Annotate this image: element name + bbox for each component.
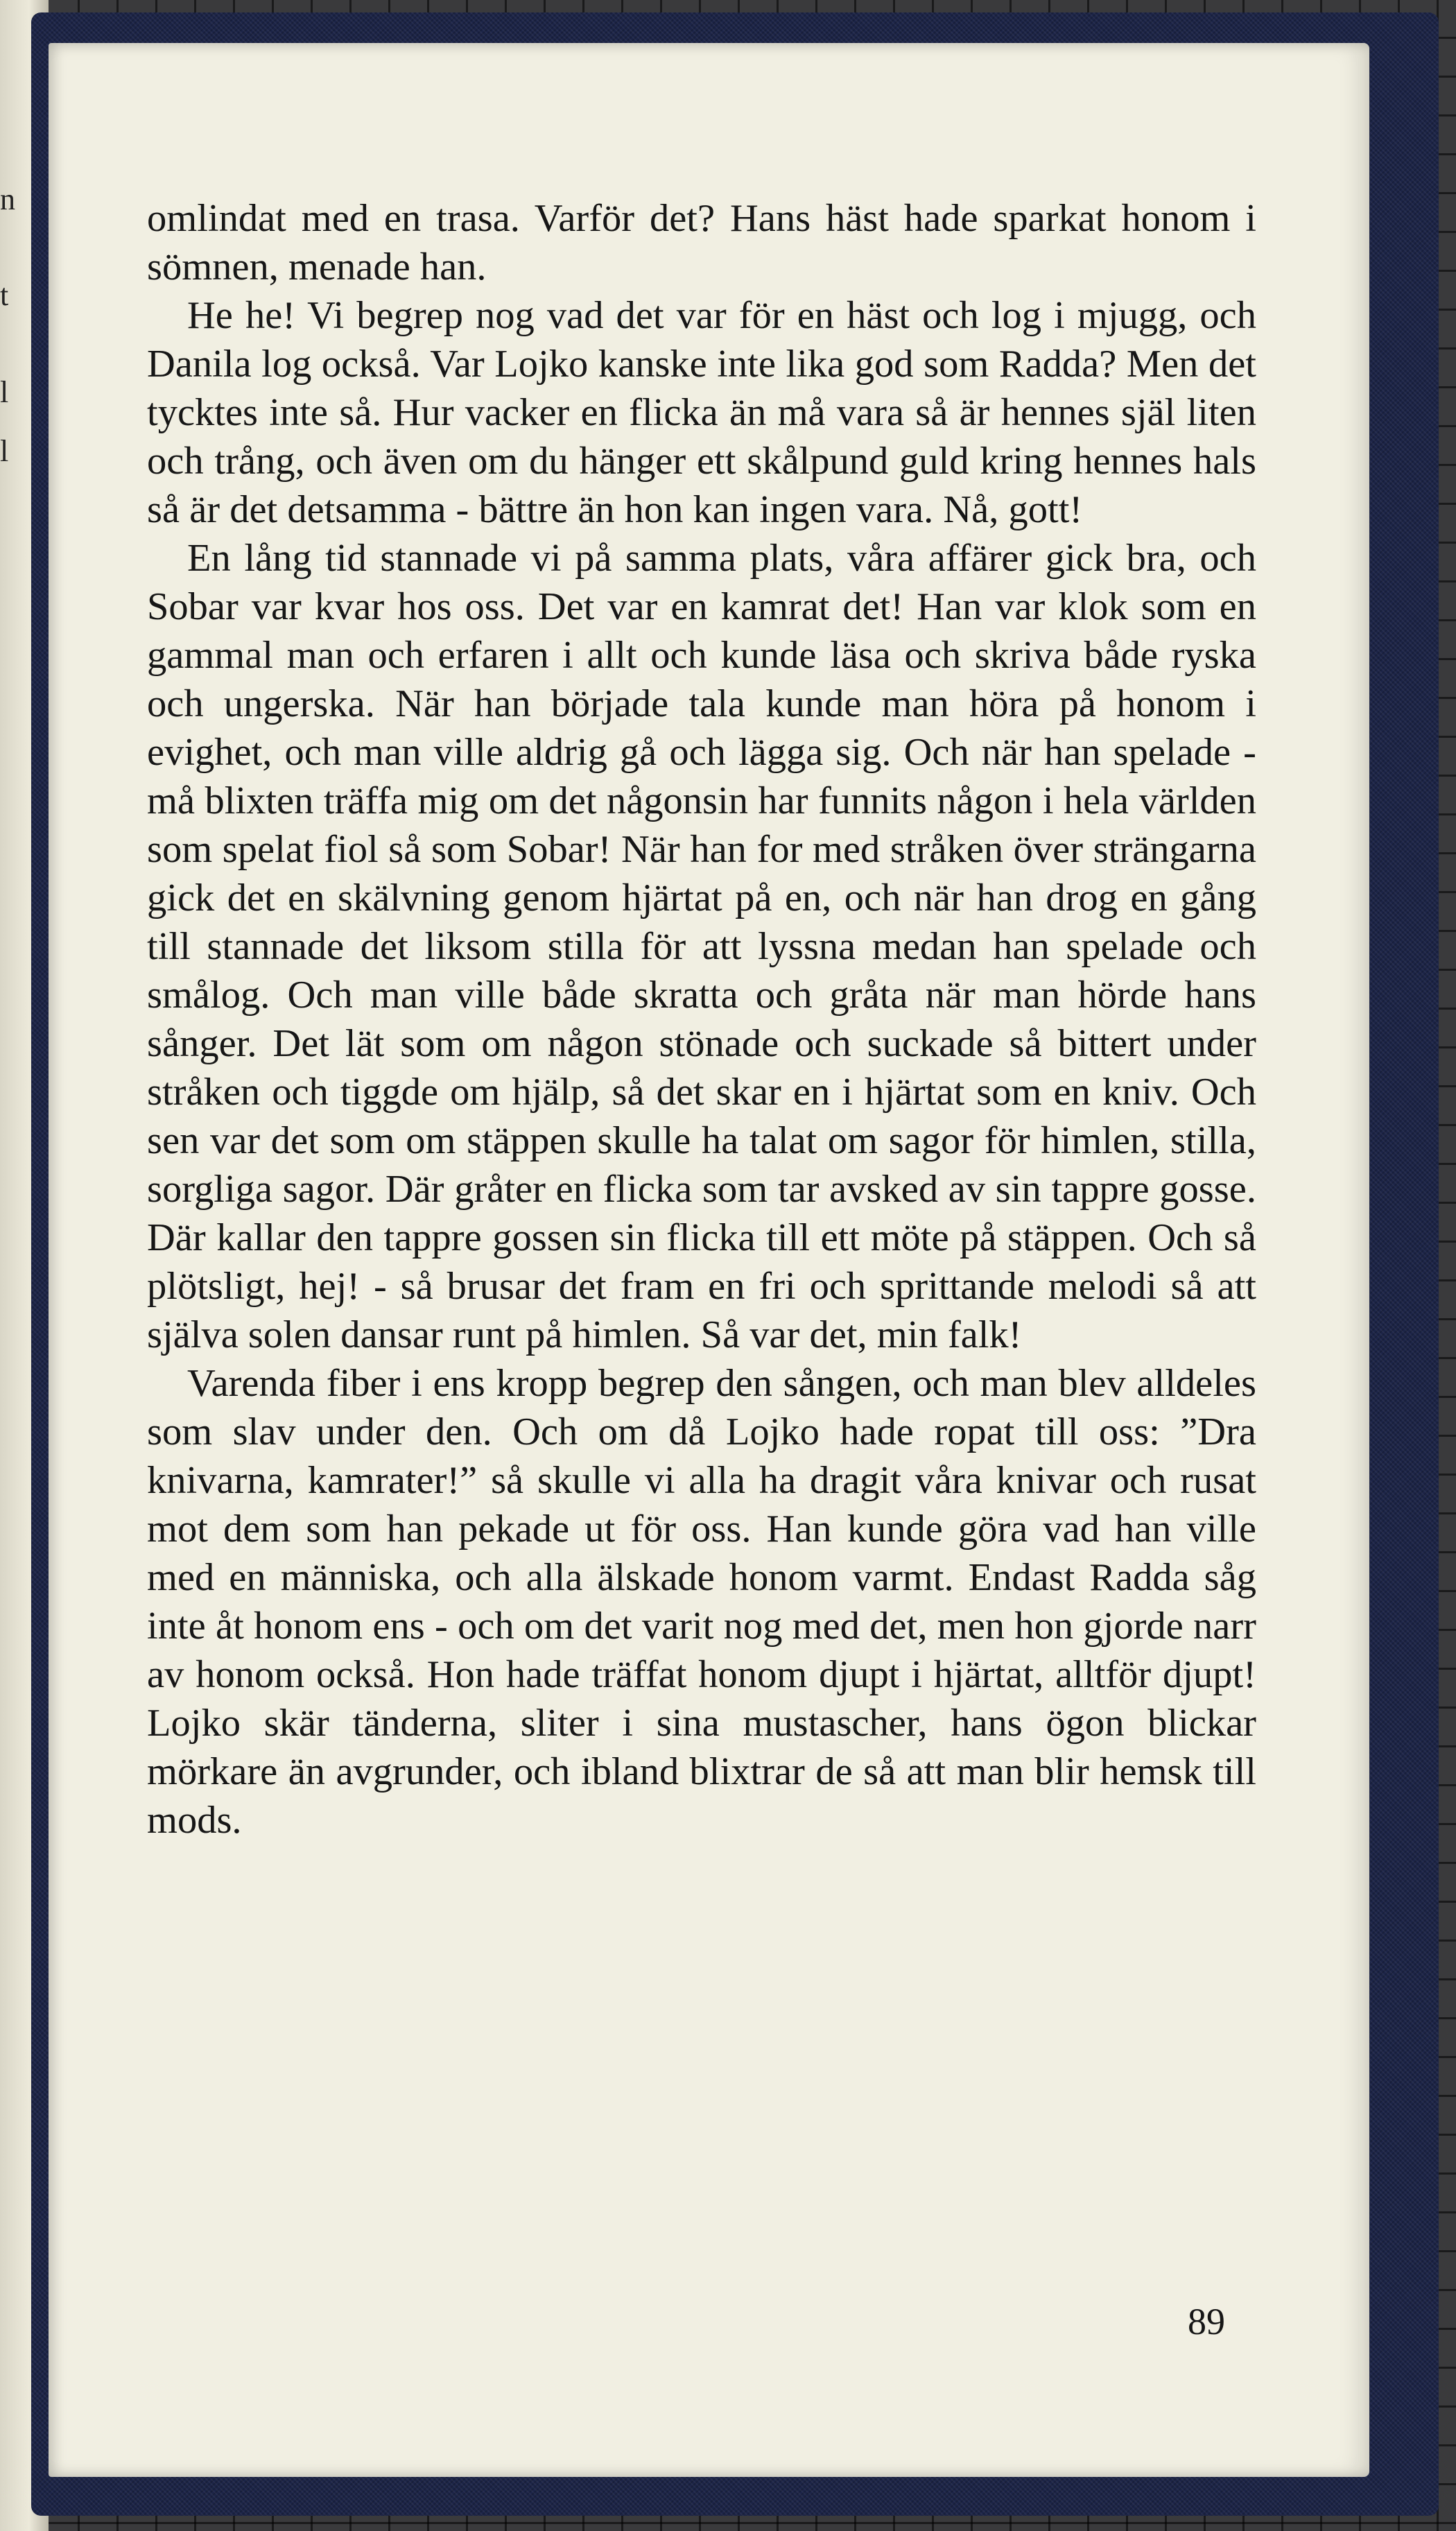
paragraph: omlindat med en trasa. Varför det? Hans häst hade sparkat honom i sömnen, menade han.: [147, 197, 1256, 288]
book-page: [49, 43, 1369, 2477]
paragraph: En lång tid stannade vi på samma plats, våra affärer gick bra, och Sobar var kvar hos oss. Det var en kamrat det! Han var klok som en gammal man och erfaren i allt och kunde läsa och skriva både ryska och ungerska. När han började tala kunde man höra på honom i evighet, och man ville aldrig gå och lägga sig. Och när han spelade - må blixten träffa mig om det någonsin har funnits någon i hela världen som spelat fiol så som Sobar! När han for med stråken över strängarna gick det en skälvning genom hjärtat på en, och när han drog en gång till stannade det liksom stilla för att lyssna medan han spelade och smålog. Och man ville både skratta och gråta när man hörde hans sånger. Det lät som om någon stönade och suckade så bittert under stråken och tiggde om hjälp, så det skar en i hjärtat som en kniv. Och sen var det som om stäppen skulle ha talat om sagor för himlen, stilla, sorgliga sagor. Där gråter en flicka som tar avsked av sin tappre gosse. Där kallar den tappre gossen sin flicka till ett möte på stäppen. Och så plötsligt, hej! - så brusar det fram en fri och sprittande melodi så att själva solen dansar runt på himlen. Så var det, min falk!: [147, 537, 1256, 1356]
page-number: 89: [1188, 2301, 1225, 2342]
left-page-text-fragment: t: [0, 278, 9, 312]
left-page-text-fragment: l: [0, 375, 9, 409]
left-page-text-fragment: n: [0, 182, 15, 216]
paragraph: Varenda fiber i ens kropp begrep den sången, och man blev alldeles som slav under den. Och om då Lojko hade ropat till oss: ”Dra knivarna, kamrater!” så skulle vi alla ha dragit våra knivar och rusat mot dem som han pekade ut för oss. Han kunde göra vad han ville med en människa, och alla älskade honom varmt. Endast Radda såg inte åt honom ens - och om det varit nog med det, men hon gjorde narr av honom också. Hon hade träffat honom djupt i hjärtat, alltför djupt! Lojko skär tänderna, sliter i sina mustascher, hans ögon blickar mörkare än avgrunder, och ibland blixtrar de så att man blir hemsk till mods.: [147, 1362, 1256, 1842]
left-page-text-fragment: l: [0, 434, 9, 468]
paragraph: He he! Vi begrep nog vad det var för en häst och log i mjugg, och Danila log också. Var Lojko kanske inte lika god som Radda? Men det tycktes inte så. Hur vacker en flicka än må vara så är hennes själ liten och trång, och även om du hänger ett skålpund guld kring hennes hals så är det detsamma - bättre än hon kan ingen vara. Nå, gott!: [147, 294, 1256, 531]
page-body-text: [147, 194, 1256, 1845]
